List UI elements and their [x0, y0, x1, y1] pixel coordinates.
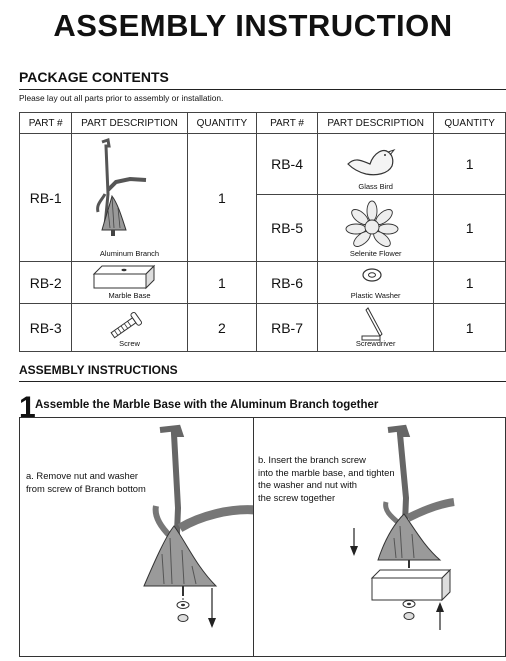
divider	[19, 381, 506, 382]
part-caption: Screw	[119, 339, 140, 348]
divider	[19, 89, 506, 90]
part-id: RB-6	[257, 262, 318, 304]
part-id: RB-2	[20, 262, 72, 304]
page-title: ASSEMBLY INSTRUCTION	[53, 8, 453, 43]
step-number: 1	[19, 391, 36, 424]
assembly-panel-b	[253, 417, 506, 657]
part-caption: Plastic Washer	[350, 291, 401, 300]
part-quantity: 1	[187, 262, 256, 304]
part-quantity: 1	[434, 262, 506, 304]
panel-b-line: b. Insert the branch screw	[258, 454, 366, 465]
part-quantity: 1	[434, 134, 506, 195]
part-quantity: 1	[434, 195, 506, 262]
aluminum-branch-icon	[72, 134, 180, 261]
assembly-illustration	[254, 418, 505, 656]
part-caption: Aluminum Branch	[99, 249, 160, 258]
aluminum-branch-illustration	[20, 418, 253, 656]
part-caption: Screwdriver	[355, 339, 396, 348]
panel-b-line: into the marble base, and tighten	[258, 466, 395, 478]
table-row	[20, 304, 506, 352]
nut-icon	[178, 615, 188, 622]
part-description-cell	[72, 262, 187, 304]
package-contents-heading: PACKAGE CONTENTS	[19, 69, 169, 85]
part-quantity: 1	[187, 134, 256, 262]
panel-b-line: the washer and nut with	[258, 479, 358, 490]
arrow-down-icon	[208, 618, 216, 628]
part-description-cell	[317, 304, 433, 352]
part-id: RB-4	[257, 134, 318, 195]
part-caption: Marble Base	[108, 291, 151, 300]
column-header: QUANTITY	[434, 113, 506, 134]
step-text: Assemble the Marble Base with the Aluminum Branch together	[35, 399, 379, 411]
table-row	[20, 262, 506, 304]
part-description-cell	[317, 195, 433, 262]
panel-a-line: from screw of Branch bottom	[26, 482, 146, 494]
part-caption: Glass Bird	[358, 182, 393, 191]
package-note: Please lay out all parts prior to assembly or installation.	[19, 93, 224, 103]
arrow-up-icon	[436, 602, 444, 612]
nut-icon	[404, 613, 414, 620]
arrow-down-icon	[350, 546, 358, 556]
marble-base-icon	[372, 570, 450, 578]
column-header: QUANTITY	[187, 113, 256, 134]
part-description-cell	[317, 134, 433, 195]
part-description-cell	[317, 262, 433, 304]
part-quantity: 2	[187, 304, 256, 352]
part-caption: Selenite Flower	[349, 249, 402, 258]
assembly-instructions-heading: ASSEMBLY INSTRUCTIONS	[19, 363, 178, 377]
column-header: PART DESCRIPTION	[72, 113, 187, 134]
table-row	[20, 134, 506, 195]
column-header: PART #	[257, 113, 318, 134]
panel-b-line: the screw together	[258, 491, 336, 503]
part-id: RB-1	[20, 134, 72, 262]
assembly-panel-a	[19, 417, 254, 657]
part-id: RB-7	[257, 304, 318, 352]
part-description-cell	[72, 134, 187, 262]
part-id: RB-3	[20, 304, 72, 352]
table-header-row	[20, 113, 506, 134]
part-id: RB-5	[257, 195, 318, 262]
part-description-cell	[72, 304, 187, 352]
column-header: PART DESCRIPTION	[317, 113, 433, 134]
part-quantity: 1	[434, 304, 506, 352]
column-header: PART #	[20, 113, 72, 134]
package-contents-table	[19, 112, 506, 352]
panel-a-line: a. Remove nut and washer	[26, 470, 139, 481]
